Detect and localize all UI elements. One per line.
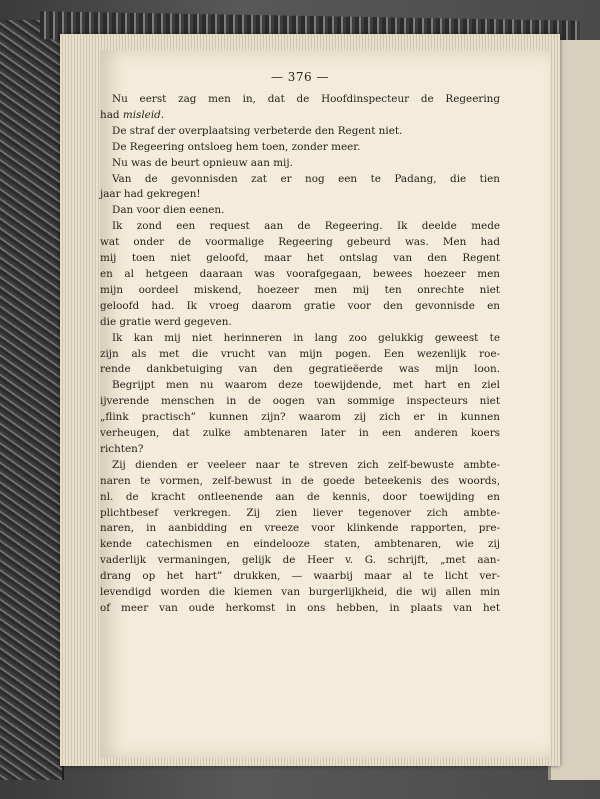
text-line-content: ijverende menschen in de oogen van sommige inspecteurs niet xyxy=(100,395,500,408)
text-line xyxy=(100,283,500,299)
text-line xyxy=(100,219,500,235)
text-line xyxy=(100,235,500,251)
text-line xyxy=(100,124,500,140)
text-line xyxy=(100,251,500,267)
text-line xyxy=(100,569,500,585)
body-text xyxy=(100,92,500,617)
text-line-content: Zij dienden er veeleer naar te streven zich zelf-bewuste ambte- xyxy=(112,458,500,471)
text-line-content: zijn als met die vrucht van mijn pogen. Een wezenlijk roe- xyxy=(100,347,500,360)
text-line xyxy=(100,378,500,394)
text-line xyxy=(100,172,500,188)
text-line xyxy=(100,362,500,378)
text-line xyxy=(100,537,500,553)
text-line xyxy=(100,458,500,474)
text-line xyxy=(100,299,500,315)
text-line xyxy=(100,315,500,331)
text-line xyxy=(100,490,500,506)
text-line-content: vaderlijk vermaningen, gelijk de Heer v. G. schrijft, „met aan- xyxy=(100,554,500,567)
text-line xyxy=(100,108,500,124)
text-line xyxy=(100,426,500,442)
text-line-content: en al hetgeen daaraan was voorafgegaan, bewees hoezeer men xyxy=(100,267,500,280)
text-line-content: levendigd worden die kiemen van burgerlijkheid, die wij allen min xyxy=(100,586,500,599)
italic-word: misleid. xyxy=(122,108,165,121)
text-line-content: mijn oordeel miskend, hoezeer men mij ten onrechte niet xyxy=(100,283,500,296)
text-line-content: die gratie werd gegeven. xyxy=(100,315,232,328)
text-line-content: De straf der overplaatsing verbeterde den Regent niet. xyxy=(112,124,403,137)
text-line xyxy=(100,585,500,601)
text-line-content: Dan voor dien eenen. xyxy=(112,204,225,217)
text-line-content: naren te vormen, zelf-bewust in de goede beteekenis des woords, xyxy=(100,474,500,487)
text-line-content: had xyxy=(100,108,123,121)
page-number: — 376 — xyxy=(270,70,330,84)
text-line xyxy=(100,474,500,490)
text-line-content: Nu eerst zag men in, dat de Hoofdinspecteur de Regeering xyxy=(112,93,500,105)
text-line xyxy=(100,92,500,108)
text-line-content: rende dankbetuiging van den gegratieëerde was mijn loon. xyxy=(100,363,500,376)
text-line-content: drang op het hart” drukken, — waarbij maar al te licht ver- xyxy=(100,570,500,583)
text-line-content: richten? xyxy=(100,442,144,455)
text-line-content: verheugen, dat zulke ambtenaren later in een anderen koers xyxy=(100,427,500,440)
text-line xyxy=(100,140,500,156)
text-line-content: De Regeering ontsloeg hem toen, zonder meer. xyxy=(112,140,361,153)
text-line-content: Nu was de beurt opnieuw aan mij. xyxy=(112,156,293,169)
text-line xyxy=(100,187,500,203)
text-line-content: nl. de kracht ontleenende aan de kennis, door toewijding en xyxy=(100,490,500,503)
text-line-content: of meer van oude herkomst in ons hebben, in plaats van het xyxy=(100,602,500,614)
text-line-content: naren, in aanbidding en vreeze voor klinkende rapporten, pre- xyxy=(100,522,500,535)
text-line-content: kende catechismen en eindelooze staten, ambtenaren, wie zij xyxy=(100,538,500,551)
text-line xyxy=(100,601,500,617)
text-line-content: Ik zond een request aan de Regeering. Ik deelde mede xyxy=(112,220,500,233)
text-line xyxy=(100,331,500,347)
text-line-content: Begrijpt men nu waarom deze toewijdende, met hart en ziel xyxy=(112,379,500,392)
text-line xyxy=(100,410,500,426)
text-line xyxy=(100,347,500,363)
text-line-content: plichtbesef verkregen. Zij zien liever tegenover zich ambte- xyxy=(100,506,500,519)
text-line-content: geloofd had. Ik vroeg daarom gratie voor den gevonnisde en xyxy=(100,299,500,312)
text-line-content: jaar had gekregen! xyxy=(100,188,201,201)
text-line xyxy=(100,442,500,458)
text-line-content: Van de gevonnisden zat er nog een te Padang, die tien xyxy=(112,172,500,185)
text-line xyxy=(100,506,500,522)
text-line-content: „flink practisch” kunnen zijn? waarom zij zich er in kunnen xyxy=(100,411,500,424)
text-line xyxy=(100,203,500,219)
text-line xyxy=(100,553,500,569)
book-binding-left xyxy=(0,20,64,780)
text-line-content: wat onder de voormalige Regeering gebeurd was. Men had xyxy=(100,236,500,249)
text-line xyxy=(100,394,500,410)
text-line xyxy=(100,156,500,172)
text-line xyxy=(100,521,500,537)
text-line xyxy=(100,267,500,283)
text-line-content: mij toen niet geloofd, maar het ontslag van den Regent xyxy=(100,252,500,265)
text-line-content: Ik kan mij niet herinneren in lang zoo gelukkig geweest te xyxy=(112,331,500,344)
